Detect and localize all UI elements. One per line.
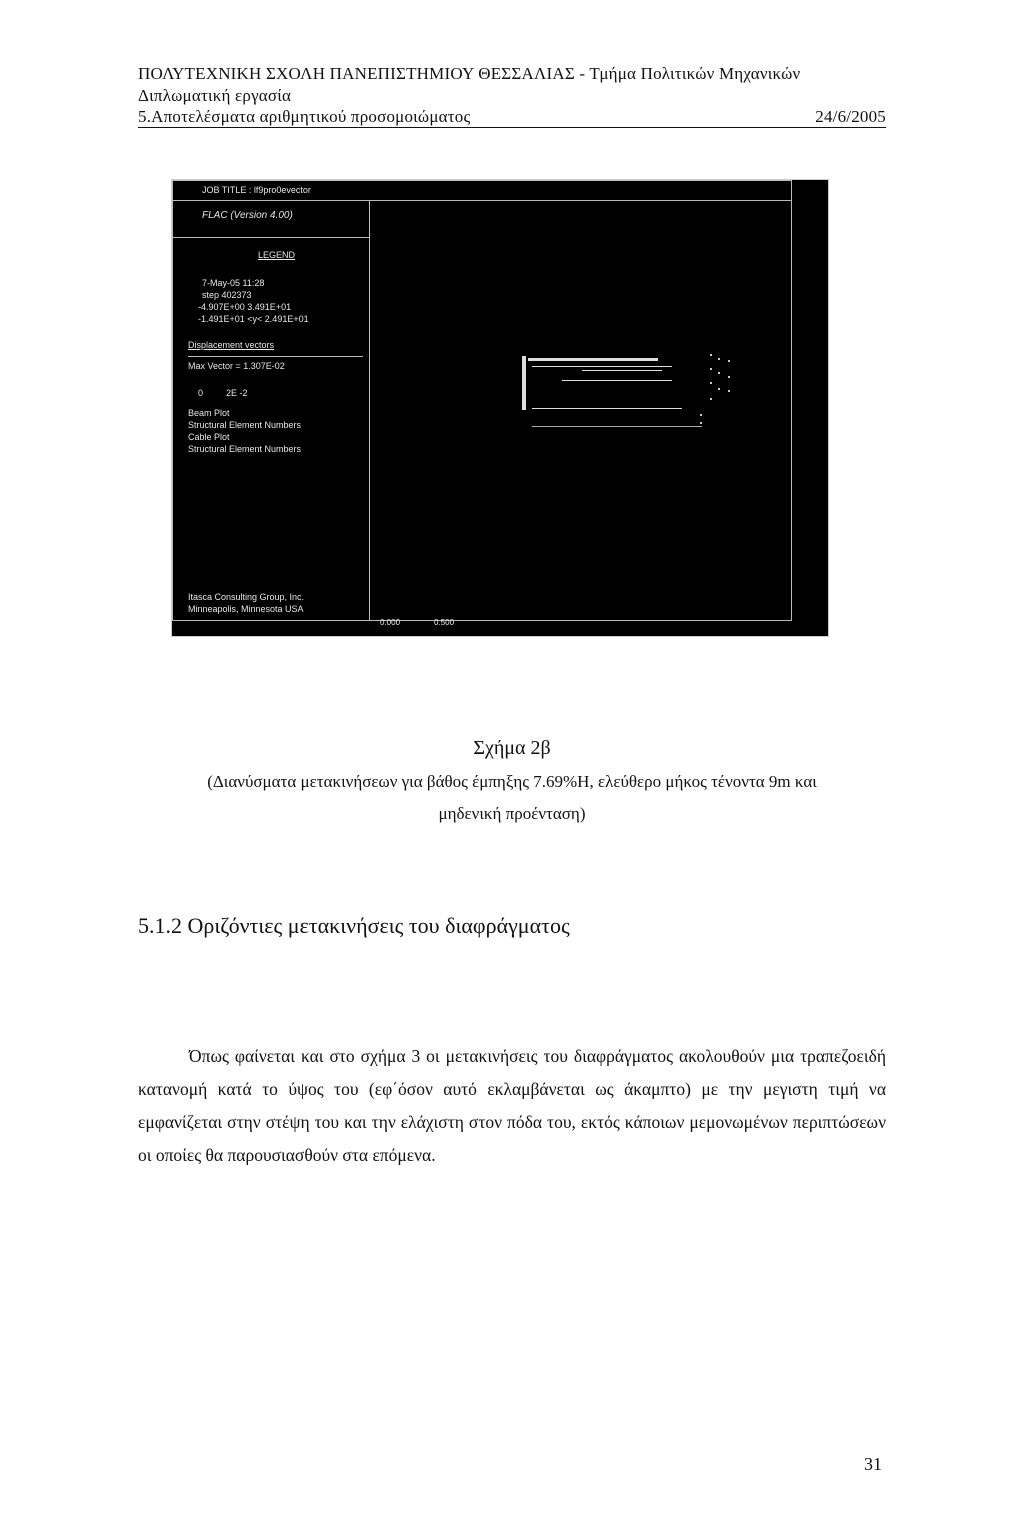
legend-item-structural-numbers: Structural Element Numbers xyxy=(188,420,302,430)
vector-row-5 xyxy=(532,408,682,409)
axis-tick-0: 0.000 xyxy=(380,618,401,627)
wall-line xyxy=(522,356,526,410)
grid-dot xyxy=(710,398,712,400)
header-date: 24/6/2005 xyxy=(815,107,886,126)
vector-row-4 xyxy=(562,380,672,381)
y-range: -1.491E+01 <y< 2.491E+01 xyxy=(198,314,309,324)
header-document-type: Διπλωματική εργασία xyxy=(138,86,292,105)
grid-dot xyxy=(728,376,730,378)
legend-title: LEGEND xyxy=(258,250,296,260)
title-separator xyxy=(172,200,792,201)
grid-dot xyxy=(710,354,712,356)
job-title: JOB TITLE : lf9pro0evector xyxy=(202,185,311,195)
grid-dot xyxy=(710,368,712,370)
header-chapter-line xyxy=(138,107,886,128)
vector-row-3 xyxy=(582,370,662,371)
page-number: 31 xyxy=(864,1454,882,1474)
legend-item-cable-plot: Cable Plot xyxy=(188,432,230,442)
grid-dot xyxy=(710,382,712,384)
section-heading: 5.1.2 Οριζόντιες μετακινήσεις του διαφράγματος xyxy=(138,913,570,938)
vector-row-2 xyxy=(532,366,672,367)
grid-dot xyxy=(718,372,720,374)
grid-dot xyxy=(728,360,730,362)
header-institution: ΠΟΛΥΤΕΧΝΙΚΗ ΣΧΟΛΗ ΠΑΝΕΠΙΣΤΗΜΙΟΥ ΘΕΣΣΑΛΙΑΣ - Τμήμα Πολιτικών Μηχανικών xyxy=(138,64,801,83)
max-vector-rule xyxy=(188,356,363,357)
step-count: step 402373 xyxy=(202,290,252,300)
vector-row-6 xyxy=(532,426,702,427)
scale-zero: 0 xyxy=(198,388,204,398)
grid-dot xyxy=(718,358,720,360)
vector-row-1 xyxy=(528,358,658,361)
company-name: Itasca Consulting Group, Inc. xyxy=(188,592,305,602)
figure-caption-line-2: μηδενική προένταση) xyxy=(438,804,586,823)
run-date: 7-May-05 11:28 xyxy=(202,278,265,288)
displacement-vectors-label: Displacement vectors xyxy=(188,340,275,350)
legend-item-structural-numbers-2: Structural Element Numbers xyxy=(188,444,302,454)
grid-dot xyxy=(700,414,702,416)
figure-caption-line-1: (Διανύσματα μετακινήσεων για βάθος έμπηξης 7.69%Η, ελεύθερο μήκος τένοντα 9m και xyxy=(207,772,817,791)
x-range: -4.907E+00 3.491E+01 xyxy=(198,302,292,312)
software-version: FLAC (Version 4.00) xyxy=(202,210,293,221)
scale-value: 2E -2 xyxy=(226,388,248,398)
grid-dot xyxy=(700,422,702,424)
flac-figure xyxy=(171,179,829,637)
legend-item-beam-plot: Beam Plot xyxy=(188,408,230,418)
axis-tick-05: 0.500 xyxy=(434,618,455,627)
figure-caption-title: Σχήμα 2β xyxy=(473,737,551,759)
version-separator xyxy=(172,237,370,238)
grid-dot xyxy=(718,388,720,390)
header-chapter: 5.Αποτελέσματα αριθμητικού προσομοιώματος xyxy=(138,107,471,126)
displacement-vector-plot xyxy=(522,350,762,440)
grid-dot xyxy=(728,390,730,392)
body-paragraph: Όπως φαίνεται και στο σχήμα 3 οι μετακινήσεις του διαφράγματος ακολουθούν μια τραπεζοειδή κατανομή κατά το ύψος του (εφ΄όσον αυτό εκλαμβάνεται ως άκαμπτο) με την μεγιστη τιμή να εμφανίζεται στην στέψη του και την ελάχιστη στον πόδα του, εκτός κάποιων μεμονωμένων περιπτώσεων οι οποίες θα παρουσιασθούν στα επόμενα. xyxy=(138,1046,886,1165)
company-location: Minneapolis, Minnesota USA xyxy=(188,604,304,614)
max-vector: Max Vector = 1.307E-02 xyxy=(188,361,285,371)
